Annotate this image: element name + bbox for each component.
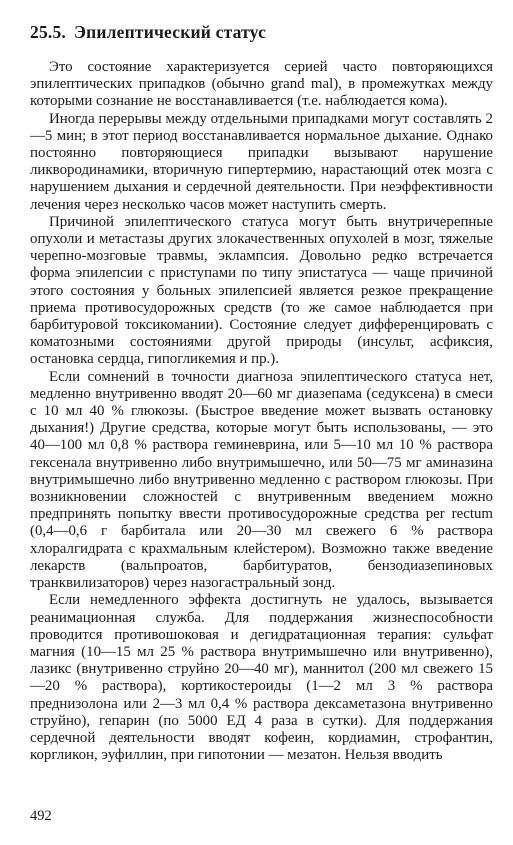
paragraph-course: Иногда перерывы между отдельными припадками могут составлять 2—5 мин; в этот период восстанавливается нормальное дыхание. Однако постоянно повторяющиеся припадки вызывают нарушение ликвородинамики, вторичную гипертермию, нарастающий отек мозга с нарушением дыхания и сердечной деятельности. При неэффективности лечения через несколько часов может наступить смерть. xyxy=(30,110,493,213)
paragraph-treatment: Если сомнений в точности диагноза эпилептического статуса нет, медленно внутривенно вводят 20—60 мг диазепама (седуксена) в смеси с 10 мл 40 % глюкозы. (Быстрое введение может вызвать остановку дыхания!) Другие средства, которые могут быть использованы, — это 40—100 мл 0,8 % раствора геминеврина, или 5—10 мл 10 % раствора гексенала внутривенно либо внутримышечно, или 50—75 мг аминазина внутримышечно либо внутривенно медленно с раствором глюкозы. При возникновении сложностей с внутривенным введением можно предпринять попытку ввести противосудорожные средства per rectum (0,4—0,6 г барбитала или 20—30 мл свежего 6 % раствора хлоралгидрата с крахмальным клейстером). Возможно также введение лекарств (вальпроатов, барбитуратов, бензодиазепиновых транквилизаторов) через назогастральный зонд. xyxy=(30,368,493,592)
paragraph-causes: Причиной эпилептического статуса могут быть внутричерепные опухоли и метастазы других злокачественных опухолей в мозг, тяжелые черепно-мозговые травмы, эклампсия. Довольно редко встречается форма эпилепсии с приступами по типу эпистатуса — чаще причиной этого состояния у больных эпилепсией является резкое прекращение приема противосудорожных средств (то же самое наблюдается при барбитуровой токсикомании). Состояние следует дифференцировать с коматозными состояниями другой природы (инсульт, асфиксия, остановка сердца, гипогликемия и пр.). xyxy=(30,213,493,368)
section-number: 25.5. xyxy=(30,22,66,42)
paragraph-resuscitation: Если немедленного эффекта достигнуть не удалось, вызывается реанимационная служба. Для поддержания жизнеспособности проводится противошоковая и дегидратационная терапия: сульфат магния (10—15 мл 25 % раствора внутримышечно или внутривенно), лазикс (внутривенно струйно 20—40 мг), маннитол (200 мл свежего 15—20 % раствора), кортикостероиды (1—2 мл 3 % раствора преднизолона или 2—3 мл 0,4 % раствора дексаметазона внутривенно струйно), гепарин (по 5000 ЕД 4 раза в сутки). Для поддержания сердечной деятельности вводят кофеин, кордиамин, строфантин, коргликон, эуфиллин, при гипотонии — мезатон. Нельзя вводить xyxy=(30,592,493,764)
section-heading xyxy=(30,21,493,43)
paragraph-definition: Это состояние характеризуется серией часто повторяющихся эпилептических припадков (обычно grand mal), в промежутках между которыми сознание не восстанавливается (т.е. наблюдается кома). xyxy=(30,59,493,110)
page-number: 492 xyxy=(30,808,52,824)
section-title: Эпилептический статус xyxy=(74,22,267,42)
